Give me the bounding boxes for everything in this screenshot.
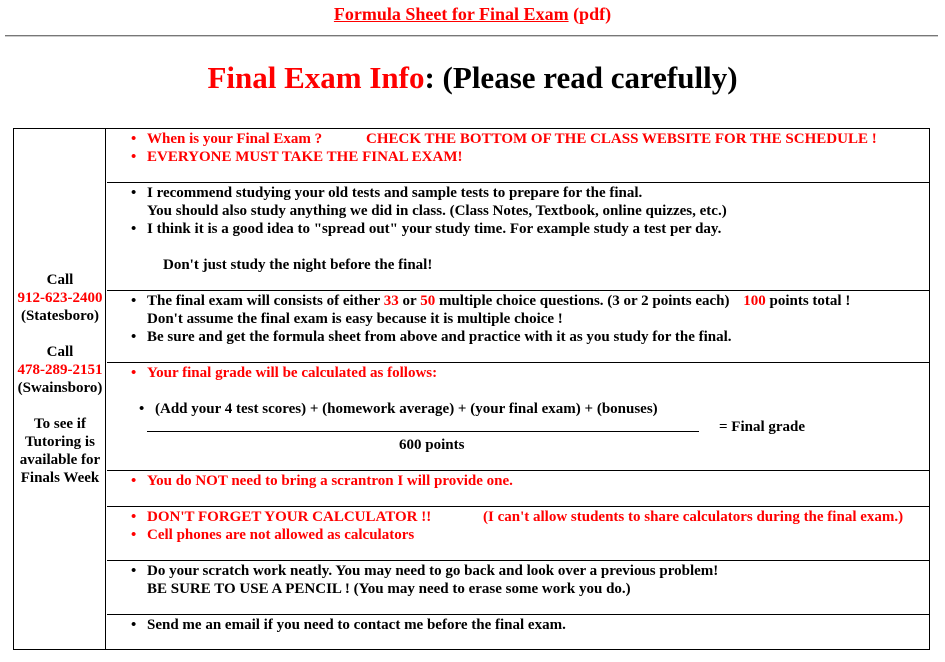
- formula-sheet-link-line: [0, 4, 945, 25]
- info-table: [13, 128, 930, 650]
- format-text-1: The final exam will consists of either: [147, 293, 381, 309]
- schedule-note: CHECK THE BOTTOM OF THE CLASS WEBSITE FOR THE SCHEDULE !: [366, 131, 877, 147]
- location-swainsboro: (Swainsboro): [17, 380, 103, 396]
- list-item-continued: Don't assume the final exam is easy because it is multiple choice !: [147, 311, 563, 327]
- row-exam-format: [107, 291, 929, 363]
- row-exam-schedule: [107, 129, 929, 183]
- schedule-question: When is your Final Exam ?: [147, 131, 323, 147]
- list-item: • DON'T FORGET YOUR CALCULATOR !!: [147, 508, 431, 526]
- points-total-100: 100: [743, 293, 766, 309]
- list-item-continued: You should also study anything we did in class. (Class Notes, Textbook, online quizzes, etc.): [147, 203, 727, 219]
- list-item: • Send me an email if you need to contact me before the final exam.: [147, 616, 566, 634]
- call-label-1: Call: [46, 272, 74, 288]
- row-calculator: [107, 507, 929, 561]
- call-label-2: Call: [46, 344, 74, 360]
- list-item: • EVERYONE MUST TAKE THE FINAL EXAM!: [147, 148, 463, 166]
- calculator-note: (I can't allow students to share calculators during the final exam.): [483, 509, 904, 525]
- horizontal-rule: [5, 35, 938, 37]
- grade-formula-numerator: • (Add your 4 test scores) + (homework average) + (your final exam) + (bonuses): [155, 400, 658, 418]
- phone-statesboro: 912-623-2400: [17, 290, 103, 306]
- list-item: • I think it is a good idea to "spread out" your study time. For example study a test per day.: [147, 220, 721, 238]
- list-item: [147, 292, 850, 310]
- row-study-advice: [107, 183, 929, 291]
- formula-sheet-link[interactable]: Formula Sheet for Final Exam: [333, 4, 569, 24]
- list-item: • Be sure and get the formula sheet from above and practice with it as you study for the final.: [147, 328, 732, 346]
- list-item: • Cell phones are not allowed as calculators: [147, 526, 414, 544]
- list-item: • Do your scratch work neatly. You may need to go back and look over a previous problem!: [147, 562, 718, 580]
- tutoring-line-1: To see if: [34, 416, 86, 432]
- row-contact-email: [107, 615, 929, 649]
- tutoring-line-2: Tutoring is: [25, 434, 95, 450]
- list-item: • Your final grade will be calculated as follows:: [147, 364, 437, 382]
- row-scantron: [107, 471, 929, 507]
- list-item: • You do NOT need to bring a scrantron I will provide one.: [147, 472, 513, 490]
- page-title: [0, 60, 945, 96]
- format-text-3: points total !: [769, 293, 851, 309]
- phone-swainsboro: 478-289-2151: [17, 362, 103, 378]
- question-count-50: 50: [420, 293, 436, 309]
- list-item-continued: Don't just study the night before the final!: [163, 257, 433, 273]
- question-count-33: 33: [383, 293, 399, 309]
- page-title-main: Final Exam Info: [207, 60, 425, 95]
- list-item: • I recommend studying your old tests and sample tests to prepare for the final.: [147, 184, 642, 202]
- location-statesboro: (Statesboro): [20, 308, 100, 324]
- grade-formula-denominator: 600 points: [399, 437, 465, 453]
- list-item-continued: BE SURE TO USE A PENCIL ! (You may need to erase some work you do.): [147, 581, 631, 597]
- tutoring-line-4: Finals Week: [20, 470, 100, 486]
- list-item: [147, 130, 322, 148]
- format-or: or: [402, 293, 417, 309]
- row-grade-calculation: [107, 363, 929, 471]
- format-text-2: multiple choice questions. (3 or 2 points each): [438, 293, 730, 309]
- page-title-sub: : (Please read carefully): [424, 60, 738, 95]
- fraction-bar: [147, 418, 699, 432]
- tutoring-line-3: available for: [19, 452, 101, 468]
- pdf-label: (pdf): [573, 4, 612, 24]
- contact-cell: [14, 129, 106, 649]
- grade-formula-result: = Final grade: [719, 419, 806, 435]
- row-scratch-work: [107, 561, 929, 615]
- contact-text: [14, 271, 106, 487]
